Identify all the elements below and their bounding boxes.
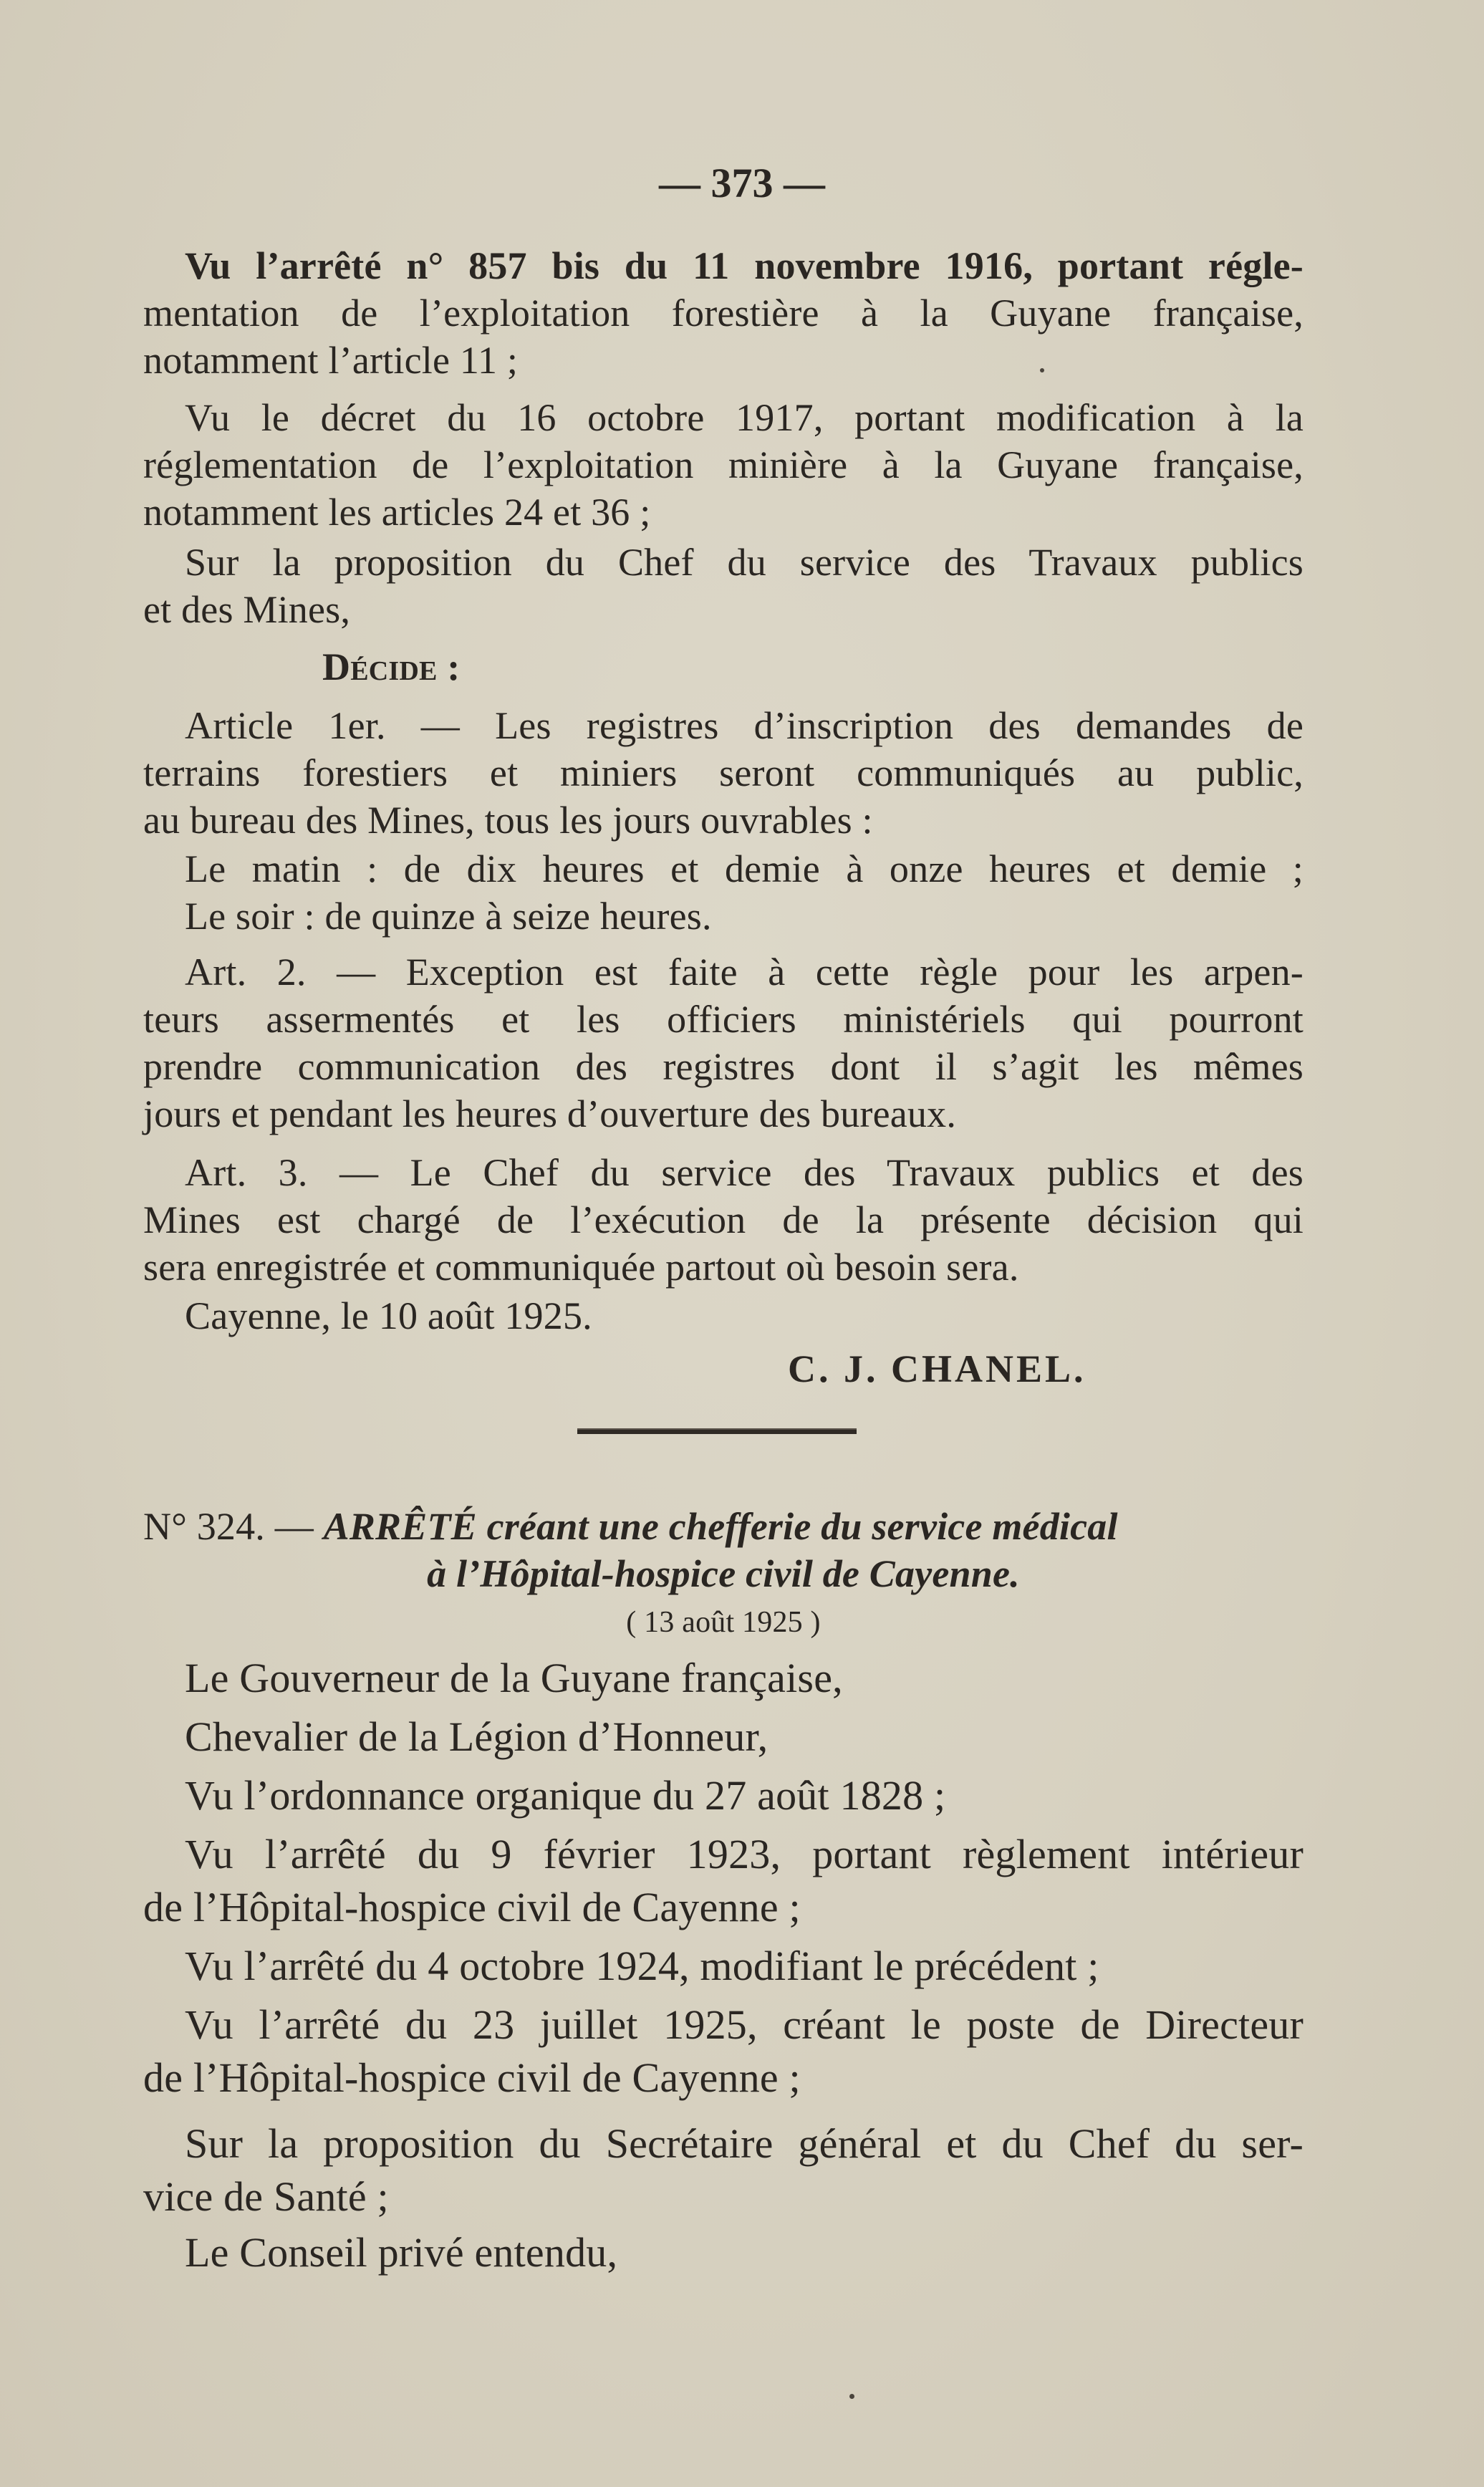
text-line: Vu l’arrêté du 9 février 1923, portant règlement intérieur [185,1831,1304,1877]
text-line: Vu l’ordonnance organique du 27 août 1828 ; [185,1772,946,1819]
decide-heading: Décide : [322,645,461,688]
text-line: Art. 3. — Le Chef du service des Travaux publics et des [185,1151,1304,1194]
text-line: et des Mines, [143,588,351,631]
signature: C. J. CHANEL. [788,1347,1086,1390]
text-line: teurs assermentés et les officiers ministériels qui pourront [143,998,1304,1041]
text-line: Sur la proposition du Secrétaire général et du Chef du ser- [185,2120,1304,2167]
text-line: Sur la proposition du Chef du service des Travaux publics [185,541,1304,584]
text-line: Vu l’arrêté du 4 octobre 1924, modifiant le précédent ; [185,1943,1099,1989]
text-line: de l’Hôpital-hospice civil de Cayenne ; [143,1884,801,1930]
text-line: Article 1er. — Les registres d’inscription des demandes de [185,704,1304,747]
text-line: de l’Hôpital-hospice civil de Cayenne ; [143,2054,801,2101]
text-line: Le matin : de dix heures et demie à onze heures et demie ; [185,847,1304,890]
text-line: notamment les articles 24 et 36 ; [143,491,651,534]
text-line: Chevalier de la Légion d’Honneur, [185,1713,768,1760]
text-line: Vu l’arrêté du 23 juillet 1925, créant le poste de Directeur [185,2001,1304,2048]
text-line: terrains forestiers et miniers seront communiqués au public, [143,751,1304,794]
text-line: Vu le décret du 16 octobre 1917, portant modification à la [185,396,1304,439]
arrete-number: N° 324. — [143,1505,314,1548]
arrete-title: ARRÊTÉ créant une chefferie du service médical [323,1505,1118,1548]
arrete-title-continued: à l’Hôpital-hospice civil de Cayenne. [427,1552,1020,1595]
text-line: réglementation de l’exploitation minière à la Guyane française, [143,443,1304,486]
ink-speck [849,2394,854,2399]
text-line: sera enregistrée et communiquée partout où besoin sera. [143,1246,1019,1289]
text-line: mentation de l’exploitation forestière à la Guyane française, [143,292,1304,335]
text-line: Art. 2. — Exception est faite à cette règle pour les arpen- [185,951,1304,994]
text-line: jours et pendant les heures d’ouverture des bureaux. [143,1092,957,1135]
text-line: Le Gouverneur de la Guyane française, [185,1655,843,1701]
arrete-date: ( 13 août 1925 ) [626,1606,821,1639]
text-line: Vu l’arrêté n° 857 bis du 11 novembre 1916, portant régle- [185,244,1304,287]
text-line: vice de Santé ; [143,2173,389,2220]
section-divider [577,1428,857,1434]
arrete-heading [143,1503,1304,1550]
page-number: — 373 — [659,160,825,206]
text-line: notamment l’article 11 ; [143,339,519,382]
text-line: Mines est chargé de l’exécution de la présente décision qui [143,1198,1304,1241]
text-line: Le Conseil privé entendu, [185,2229,618,2276]
place-date: Cayenne, le 10 août 1925. [185,1294,592,1337]
text-line: au bureau des Mines, tous les jours ouvrables : [143,799,873,842]
text-line: prendre communication des registres dont il s’agit les mêmes [143,1045,1304,1088]
text-line: Le soir : de quinze à seize heures. [185,895,712,938]
ink-speck [1040,368,1044,372]
